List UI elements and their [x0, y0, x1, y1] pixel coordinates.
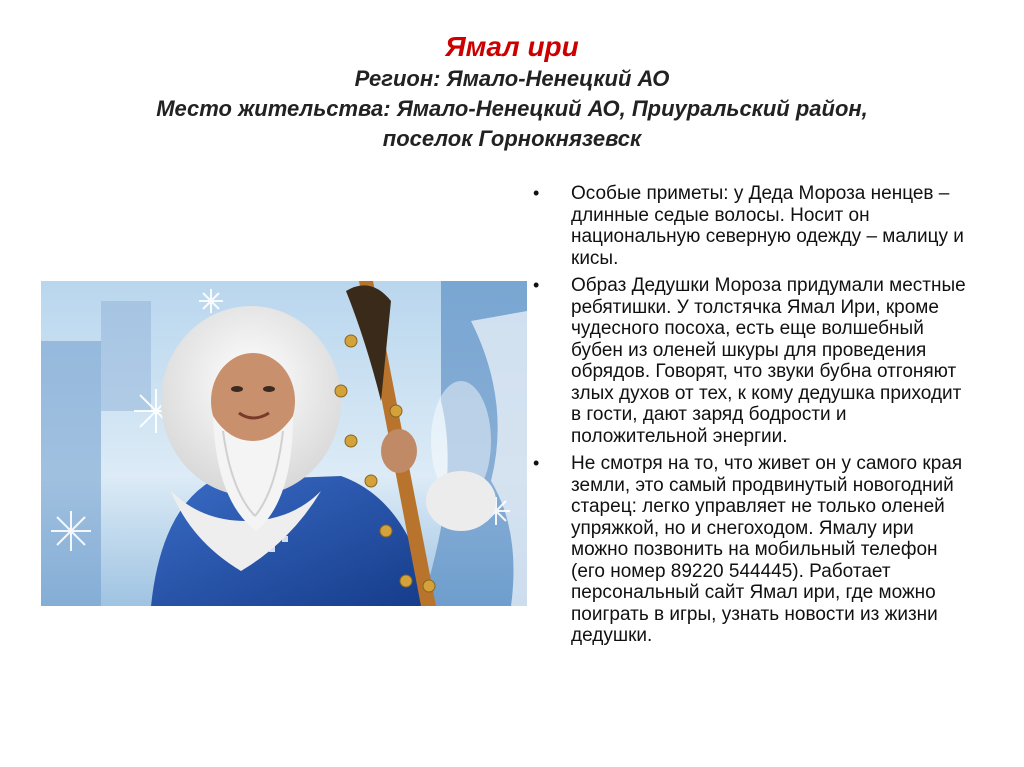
list-item — [533, 275, 973, 447]
bullet-text: Особые приметы: у Деда Мороза ненцев – длинные седые волосы. Носит он национальную северную одежду – малицу и кисы. — [571, 183, 964, 269]
bullet-icon: • — [533, 275, 540, 295]
slide-header — [40, 30, 984, 154]
residence-line-1: Место жительства: Ямало-Ненецкий АО, Приуральский район, — [156, 96, 868, 121]
residence-line-2: поселок Горнокнязевск — [382, 126, 642, 151]
list-item — [533, 183, 973, 269]
bullet-icon: • — [533, 183, 540, 203]
description-list — [533, 183, 973, 653]
bullet-text: Образ Дедушки Мороза придумали местные ребятишки. У толстячка Ямал Ири, кроме чудесного посоха, есть еще волшебный бубен из оленей шкуры для проведения обрядов. Говорят, что звуки бубна отгоняют злых духов от тех, к кому дедушка приходит в гости, дают заряд бодрости и положительной энергии. — [571, 275, 966, 447]
list-item — [533, 453, 973, 647]
region-line: Регион: Ямало-Ненецкий АО — [354, 66, 670, 91]
slide-title: Ямал ири — [445, 31, 579, 62]
bullet-text: Не смотря на то, что живет он у самого края земли, это самый продвинутый новогодний старец: легко управляет не только оленей упряжкой, но и снегоходом. Ямалу ири можно позвонить на мобильный телефон (его номер 89220 544445). Работает персональный сайт Ямал ири, где можно поиграть в игры, узнать новости из жизни дедушки. — [571, 453, 963, 646]
yamal-iri-photo — [41, 281, 527, 606]
bullet-icon: • — [533, 453, 540, 473]
